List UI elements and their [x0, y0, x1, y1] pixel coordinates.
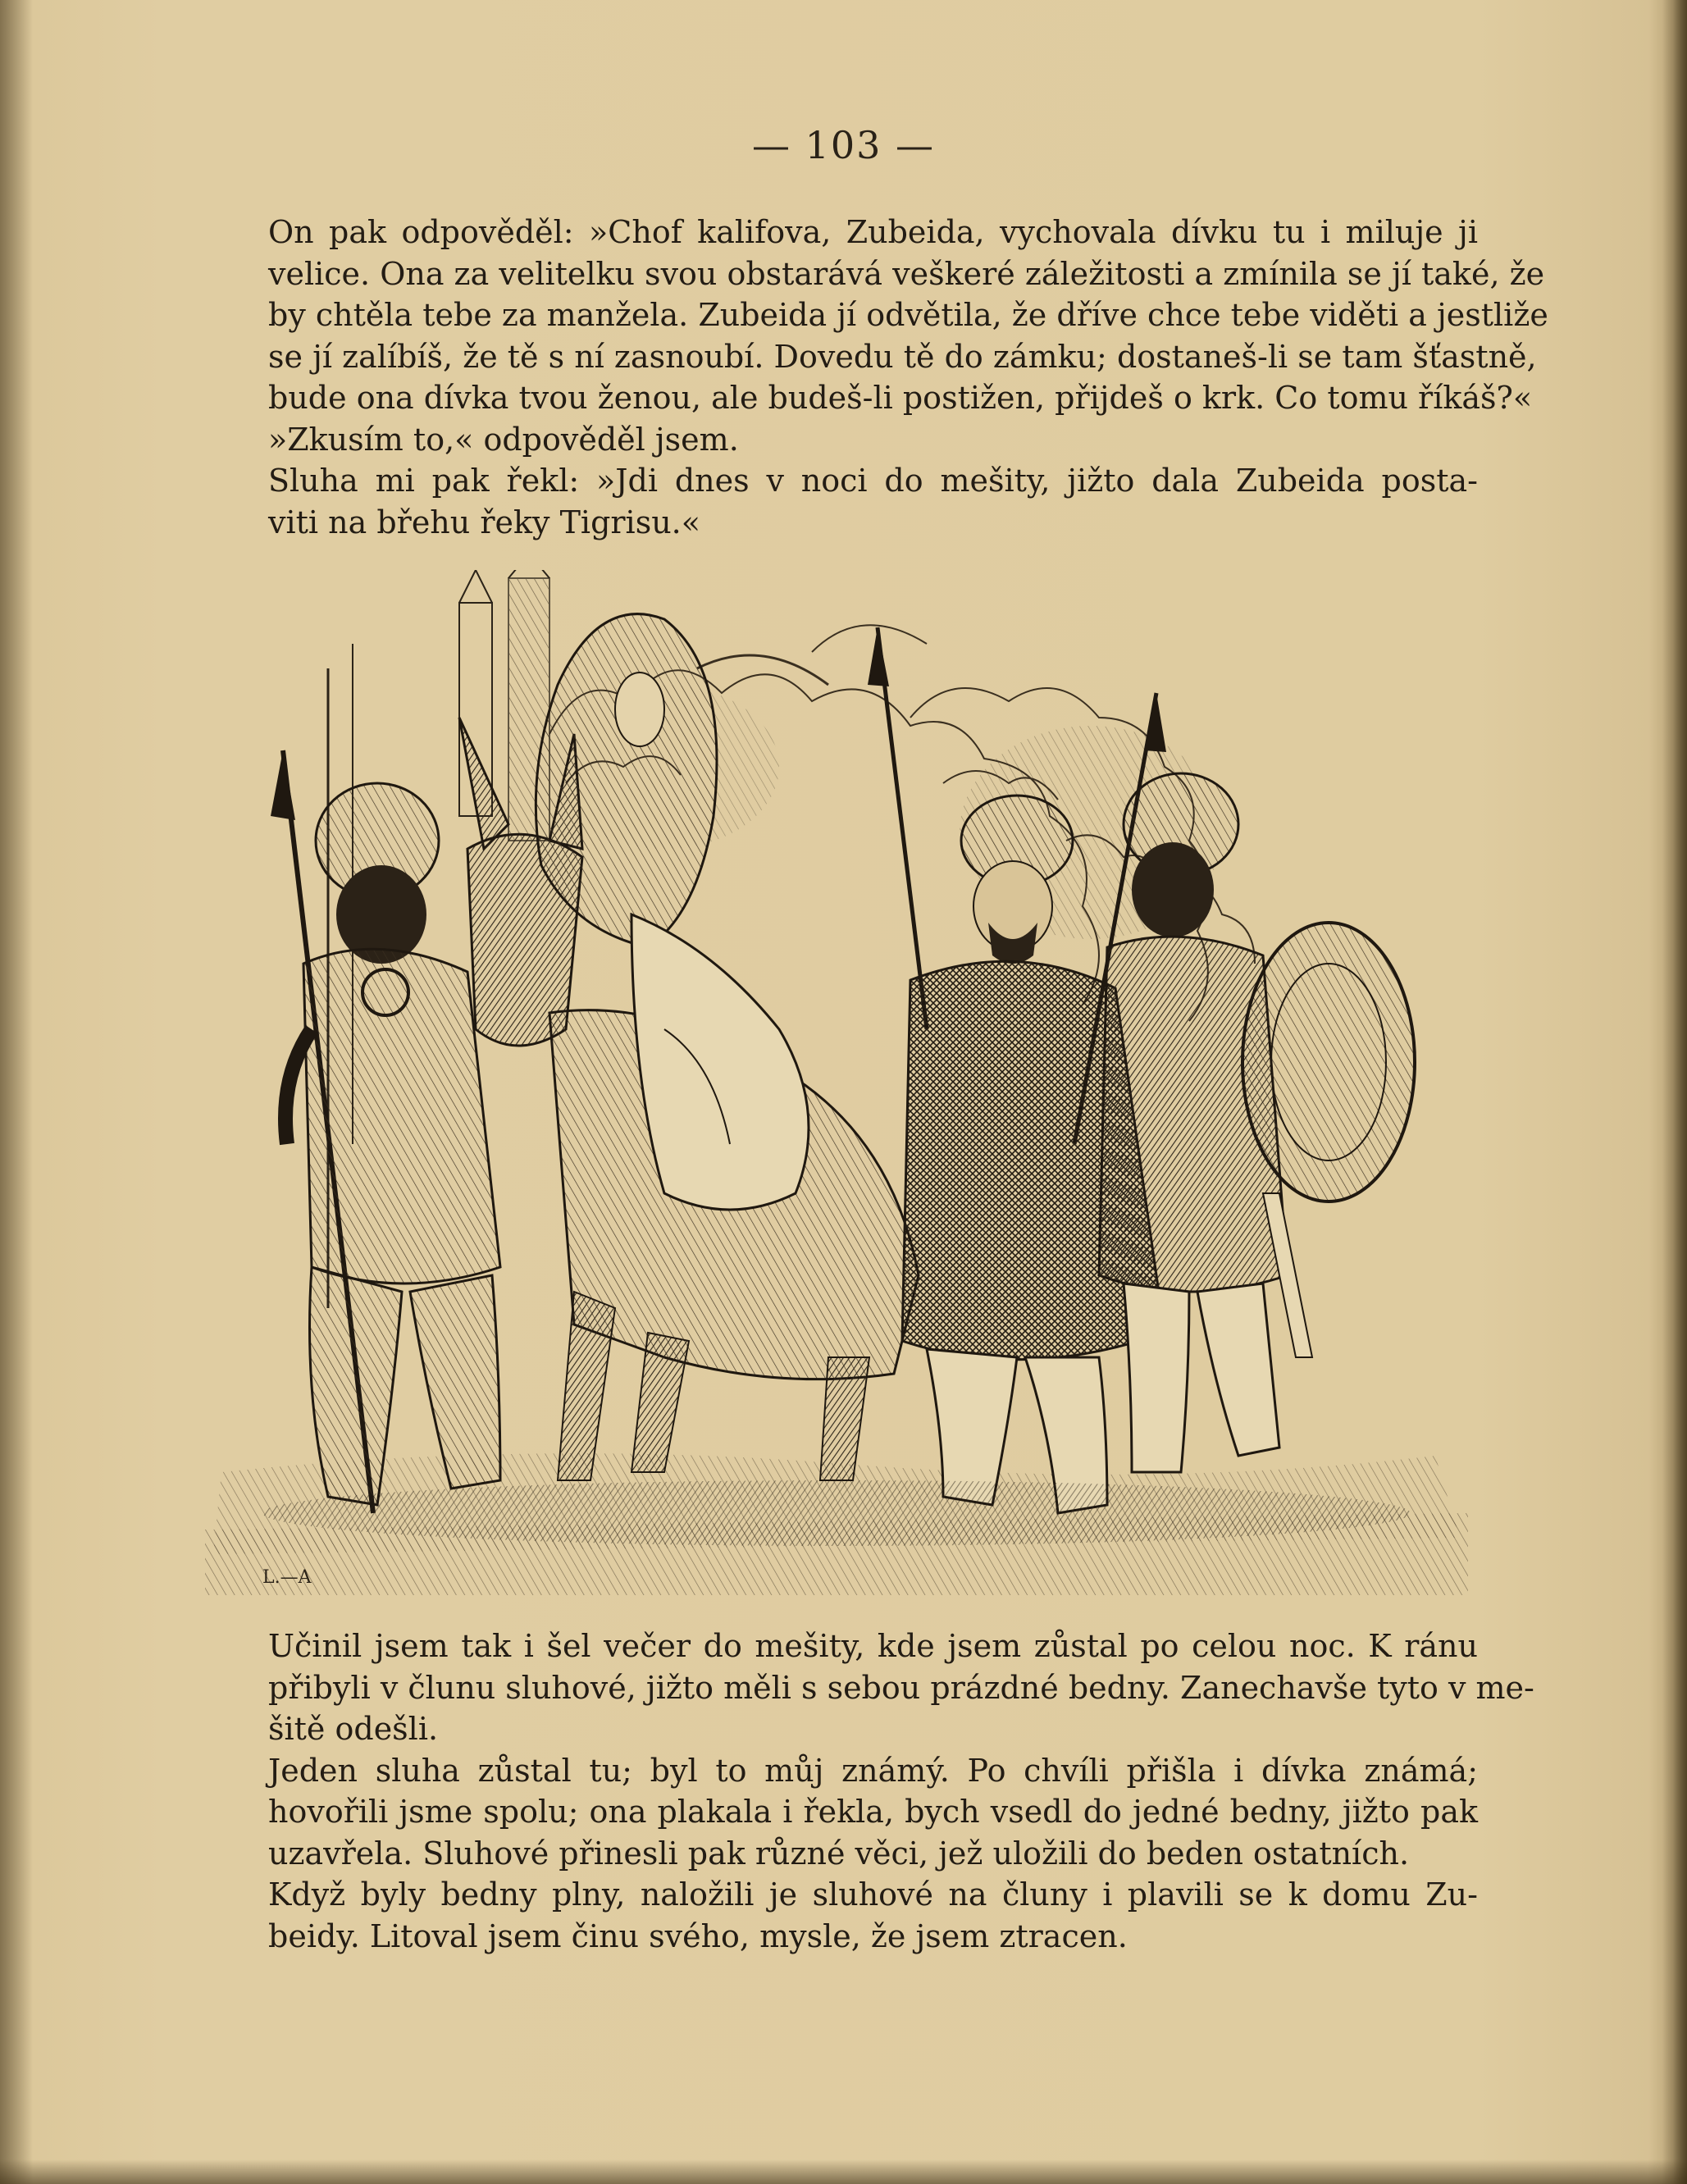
text-line: přibyli v člunu sluhové, jižto měli s sebou prázdné bedny. Zanechavše tyto v me-	[268, 1669, 1534, 1706]
page-number: — 103 —	[751, 123, 936, 167]
paragraph	[174, 212, 1548, 419]
page-edge-bottom	[0, 2159, 1687, 2184]
text-line: hovořili jsme spolu; ona plakala i řekla, bych vsedl do jedné bedny, jižto pak	[268, 1794, 1478, 1830]
text-block-top	[174, 212, 1548, 543]
paragraph	[174, 460, 1478, 543]
spear-middle	[878, 627, 927, 1029]
procession-illustration	[205, 570, 1468, 1595]
gutter-shadow	[0, 0, 33, 2184]
paragraph	[174, 1625, 1534, 1750]
text-line: On pak odpověděl: »Chof kalifova, Zubeida, vychovala dívku tu i miluje ji	[268, 214, 1478, 250]
text-line: »Zkusím to,« odpověděl jsem.	[268, 421, 739, 458]
paragraph	[174, 1874, 1478, 1957]
guard-left	[285, 783, 500, 1505]
text-line: šitě odešli.	[268, 1711, 439, 1747]
text-block-bottom	[174, 1625, 1534, 1957]
paragraph	[174, 1750, 1478, 1875]
text-line: Učinil jsem tak i šel večer do mešity, kde jsem zůstal po celou noc. K ránu	[268, 1628, 1478, 1664]
text-line: Když byly bedny plny, naložili je sluhové na čluny i plavili se k domu Zu-	[268, 1876, 1478, 1913]
page-edge-right	[1662, 0, 1687, 2184]
guard-right	[1099, 773, 1415, 1472]
text-line: beidy. Litoval jsem činu svého, mysle, že jsem ztracen.	[268, 1917, 1128, 1954]
engraver-monogram: L.—A	[262, 1567, 312, 1588]
paragraph	[174, 419, 1478, 461]
text-line: bude ona dívka tvou ženou, ale budeš-li postižen, přijdeš o krk. Co tomu říkáš?«	[268, 380, 1533, 416]
text-line: uzavřela. Sluhové přinesli pak různé věci, jež uložili do beden ostatních.	[268, 1835, 1410, 1872]
text-line: velice. Ona za velitelku svou obstarává veškeré záležitosti a zmínila se jí také, že	[268, 255, 1545, 292]
text-line: Sluha mi pak řekl: »Jdi dnes v noci do mešity, jižto dala Zubeida posta-	[268, 463, 1478, 499]
text-line: se jí zalíbíš, že tě s ní zasnoubí. Dovedu tě do zámku; dostaneš-li se tam šťastně,	[268, 338, 1537, 375]
text-line: Jeden sluha zůstal tu; byl to můj známý. Po chvíli přišla i dívka známá;	[268, 1752, 1478, 1789]
text-line: viti na břehu řeky Tigrisu.«	[268, 504, 701, 540]
text-line: by chtěla tebe za manžela. Zubeida jí odvětila, že dříve chce tebe viděti a jestliže	[268, 297, 1548, 333]
